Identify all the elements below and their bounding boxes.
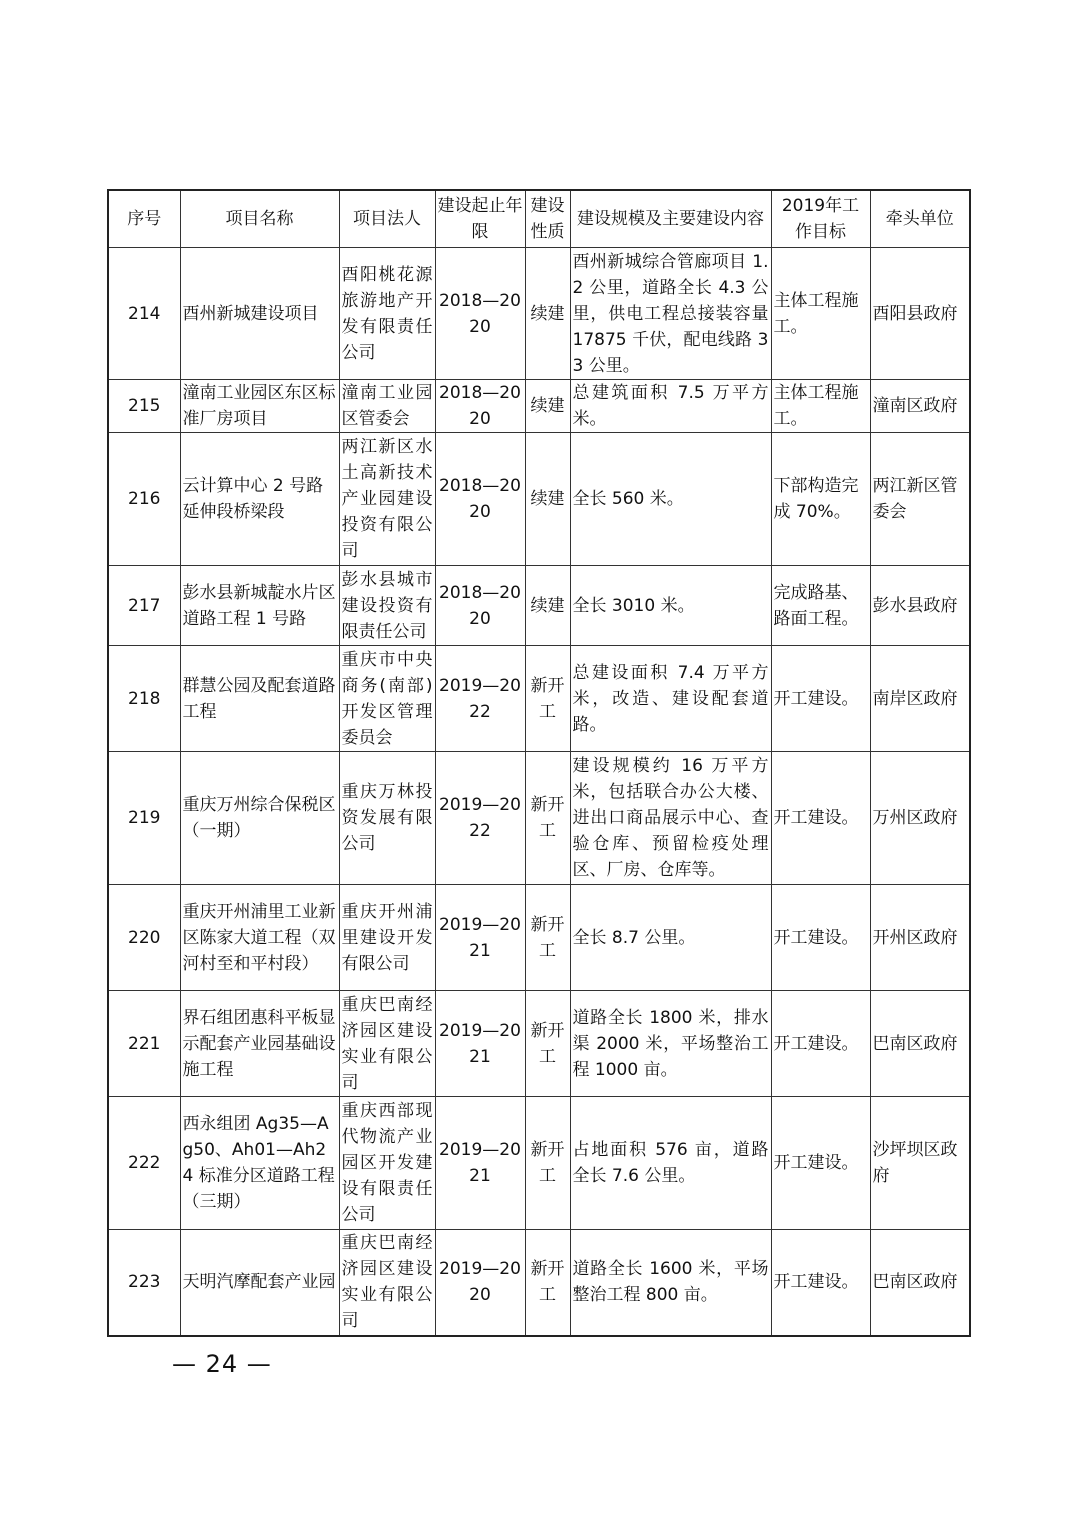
cell-scale: 全长 3010 米。 <box>570 566 771 646</box>
cell-goal: 开工建设。 <box>771 752 870 885</box>
header-name: 项目名称 <box>180 190 339 248</box>
cell-type: 新开工 <box>525 646 570 752</box>
cell-lead: 两江新区管委会 <box>870 433 970 566</box>
cell-scale: 建设规模约 16 万平方米，包括联合办公大楼、进出口商品展示中心、查验仓库、预留检疫处理区、厂房、仓库等。 <box>570 752 771 885</box>
cell-goal: 开工建设。 <box>771 885 870 991</box>
cell-scale: 全长 560 米。 <box>570 433 771 566</box>
cell-lead: 潼南区政府 <box>870 380 970 433</box>
cell-type: 新开工 <box>525 1097 570 1230</box>
header-no: 序号 <box>108 190 180 248</box>
cell-lead: 巴南区政府 <box>870 991 970 1097</box>
cell-owner: 重庆巴南经济园区建设实业有限公司 <box>339 991 435 1097</box>
cell-goal: 下部构造完成 70%。 <box>771 433 870 566</box>
cell-scale: 酉州新城综合管廊项目 1.2 公里，道路全长 4.3 公里，供电工程总接装容量 17875 千伏，配电线路 33 公里。 <box>570 248 771 380</box>
cell-no: 223 <box>108 1230 180 1336</box>
cell-no: 214 <box>108 248 180 380</box>
table-row <box>108 991 970 1097</box>
cell-period: 2018—2020 <box>435 566 525 646</box>
cell-period: 2019—2021 <box>435 991 525 1097</box>
cell-name: 彭水县新城靛水片区道路工程 1 号路 <box>180 566 339 646</box>
cell-lead: 酉阳县政府 <box>870 248 970 380</box>
cell-period: 2019—2021 <box>435 1097 525 1230</box>
cell-name: 群慧公园及配套道路工程 <box>180 646 339 752</box>
cell-type: 新开工 <box>525 752 570 885</box>
table-row <box>108 433 970 566</box>
cell-type: 续建 <box>525 433 570 566</box>
cell-period: 2019—2020 <box>435 1230 525 1336</box>
table-row <box>108 248 970 380</box>
cell-owner: 重庆西部现代物流产业园区开发建设有限责任公司 <box>339 1097 435 1230</box>
project-table <box>107 189 971 1337</box>
cell-period: 2019—2022 <box>435 752 525 885</box>
header-owner: 项目法人 <box>339 190 435 248</box>
cell-goal: 开工建设。 <box>771 1230 870 1336</box>
table-row <box>108 1097 970 1230</box>
cell-type: 新开工 <box>525 885 570 991</box>
cell-owner: 两江新区水土高新技术产业园建设投资有限公司 <box>339 433 435 566</box>
cell-lead: 南岸区政府 <box>870 646 970 752</box>
cell-owner: 重庆市中央商务(南部)开发区管理委员会 <box>339 646 435 752</box>
table-row <box>108 646 970 752</box>
cell-period: 2019—2021 <box>435 885 525 991</box>
cell-name: 潼南工业园区东区标准厂房项目 <box>180 380 339 433</box>
cell-owner: 重庆巴南经济园区建设实业有限公司 <box>339 1230 435 1336</box>
cell-type: 续建 <box>525 380 570 433</box>
table-row <box>108 1230 970 1336</box>
cell-owner: 潼南工业园区管委会 <box>339 380 435 433</box>
cell-scale: 占地面积 576 亩，道路全长 7.6 公里。 <box>570 1097 771 1230</box>
cell-type: 续建 <box>525 248 570 380</box>
cell-lead: 巴南区政府 <box>870 1230 970 1336</box>
table-row <box>108 885 970 991</box>
header-lead: 牵头单位 <box>870 190 970 248</box>
cell-period: 2019—2022 <box>435 646 525 752</box>
cell-no: 219 <box>108 752 180 885</box>
table-header-row <box>108 190 970 248</box>
header-period: 建设起止年限 <box>435 190 525 248</box>
cell-name: 云计算中心 2 号路延伸段桥梁段 <box>180 433 339 566</box>
cell-scale: 道路全长 1600 米，平场整治工程 800 亩。 <box>570 1230 771 1336</box>
cell-period: 2018—2020 <box>435 248 525 380</box>
cell-goal: 主体工程施工。 <box>771 248 870 380</box>
cell-scale: 道路全长 1800 米，排水渠 2000 米，平场整治工程 1000 亩。 <box>570 991 771 1097</box>
cell-scale: 总建设面积 7.4 万平方米，改造、建设配套道路。 <box>570 646 771 752</box>
cell-lead: 万州区政府 <box>870 752 970 885</box>
cell-period: 2018—2020 <box>435 433 525 566</box>
cell-owner: 酉阳桃花源旅游地产开发有限责任公司 <box>339 248 435 380</box>
cell-period: 2018—2020 <box>435 380 525 433</box>
header-type: 建设性质 <box>525 190 570 248</box>
cell-owner: 彭水县城市建设投资有限责任公司 <box>339 566 435 646</box>
cell-name: 重庆万州综合保税区（一期） <box>180 752 339 885</box>
cell-scale: 全长 8.7 公里。 <box>570 885 771 991</box>
cell-name: 西永组团 Ag35—Ag50、Ah01—Ah24 标准分区道路工程（三期） <box>180 1097 339 1230</box>
cell-goal: 完成路基、路面工程。 <box>771 566 870 646</box>
cell-goal: 开工建设。 <box>771 1097 870 1230</box>
header-scale: 建设规模及主要建设内容 <box>570 190 771 248</box>
cell-name: 天明汽摩配套产业园 <box>180 1230 339 1336</box>
cell-name: 重庆开州浦里工业新区陈家大道工程（双河村至和平村段） <box>180 885 339 991</box>
cell-goal: 主体工程施工。 <box>771 380 870 433</box>
cell-owner: 重庆开州浦里建设开发有限公司 <box>339 885 435 991</box>
cell-name: 界石组团惠科平板显示配套产业园基础设施工程 <box>180 991 339 1097</box>
page-number: — 24 — <box>172 1350 272 1378</box>
cell-name: 酉州新城建设项目 <box>180 248 339 380</box>
cell-goal: 开工建设。 <box>771 646 870 752</box>
cell-type: 续建 <box>525 566 570 646</box>
cell-goal: 开工建设。 <box>771 991 870 1097</box>
cell-lead: 彭水县政府 <box>870 566 970 646</box>
cell-no: 215 <box>108 380 180 433</box>
cell-lead: 沙坪坝区政府 <box>870 1097 970 1230</box>
cell-type: 新开工 <box>525 991 570 1097</box>
table-row <box>108 566 970 646</box>
table-row <box>108 380 970 433</box>
cell-owner: 重庆万林投资发展有限公司 <box>339 752 435 885</box>
cell-no: 222 <box>108 1097 180 1230</box>
cell-lead: 开州区政府 <box>870 885 970 991</box>
cell-no: 218 <box>108 646 180 752</box>
cell-no: 216 <box>108 433 180 566</box>
header-goal: 2019年工作目标 <box>771 190 870 248</box>
cell-scale: 总建筑面积 7.5 万平方米。 <box>570 380 771 433</box>
cell-no: 217 <box>108 566 180 646</box>
cell-no: 220 <box>108 885 180 991</box>
cell-no: 221 <box>108 991 180 1097</box>
cell-type: 新开工 <box>525 1230 570 1336</box>
table-row <box>108 752 970 885</box>
